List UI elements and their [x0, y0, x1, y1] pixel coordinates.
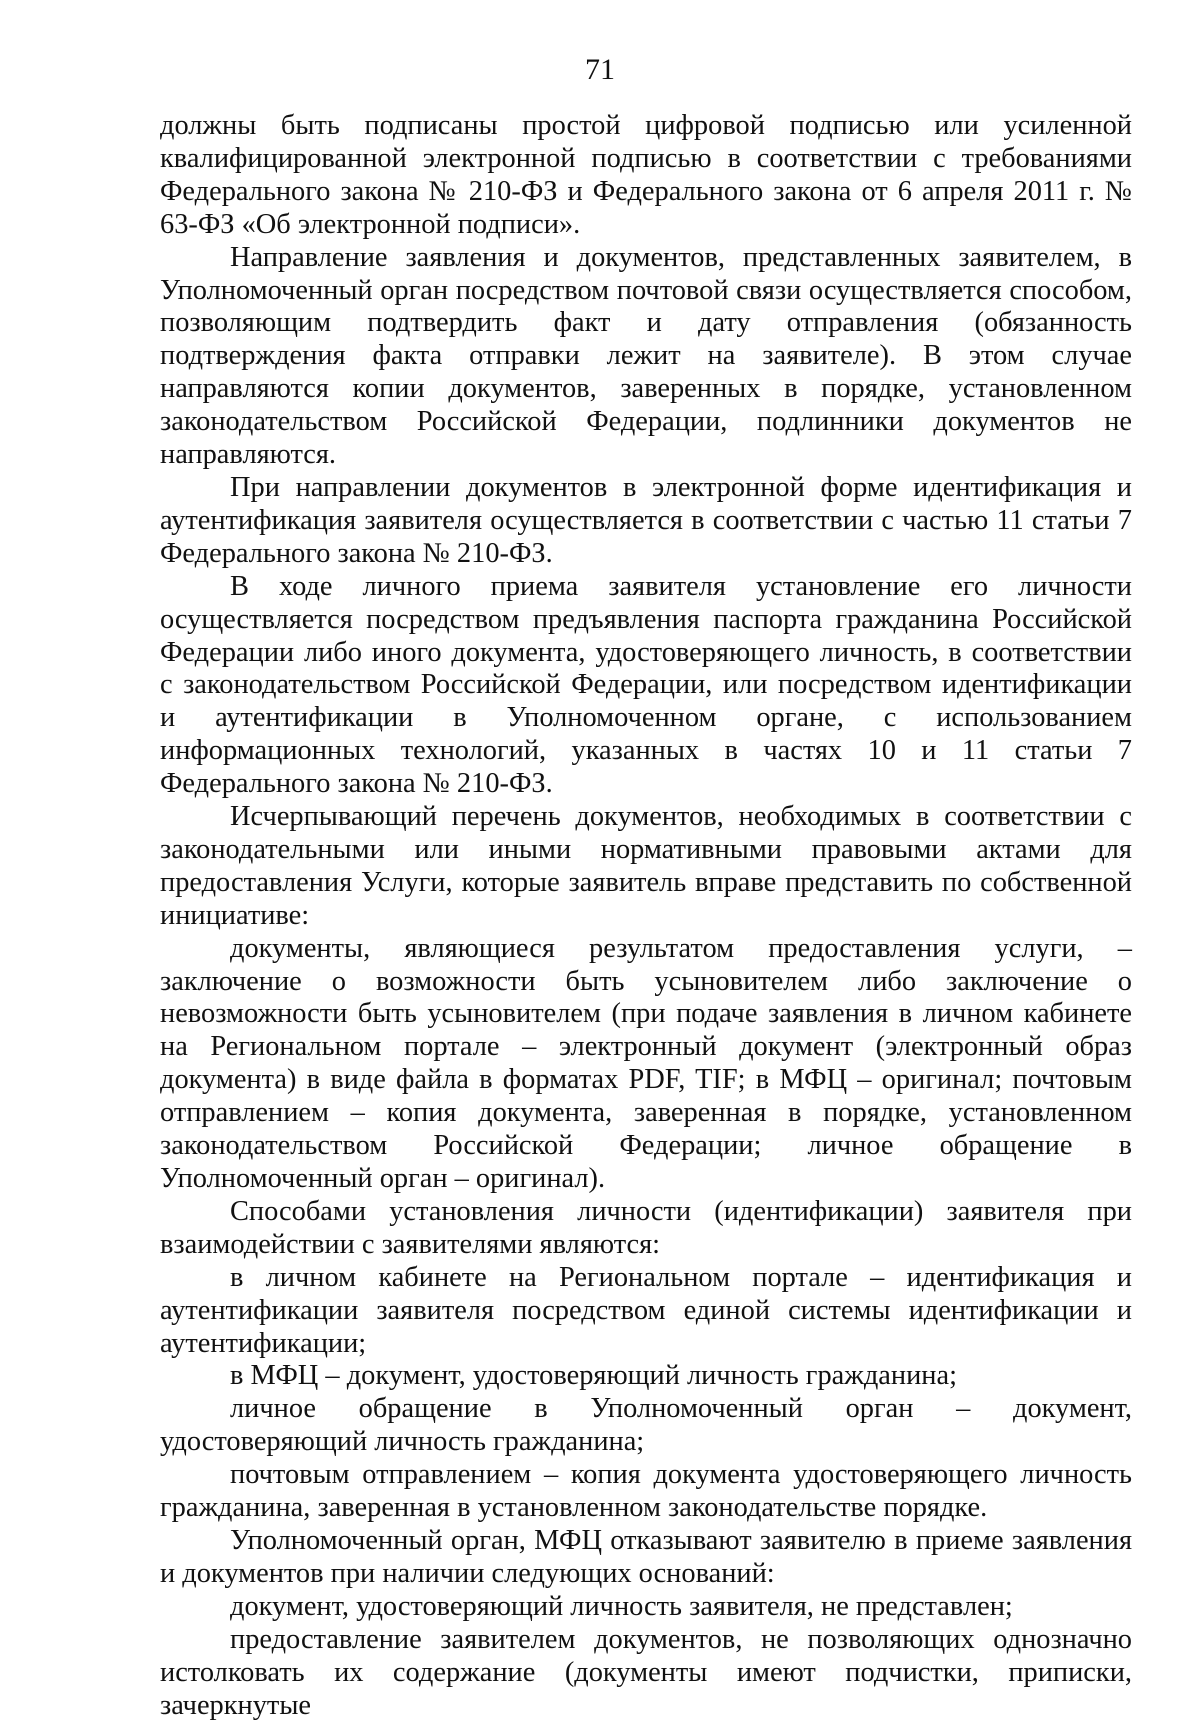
paragraph-mfc: в МФЦ – документ, удостоверяющий личность гражданина; [230, 1360, 957, 1392]
paragraph-service-result: документы, являющиеся результатом предоставления услуги, – заключение о возможности быть усыновителем либо заключение о невозможности быть усыновителем (при подаче заявления в личном кабинете на Региональном портале – электронный документ (электронный образ документа) в виде файла в форматах PDF, TIF; в МФЦ – оригинал; почтовым отправлением – копия документа, заверенная в порядке, установленном законодательством Российской Федерации; личное обращение в Уполномоченный орган – оригинал). [160, 932, 1132, 1194]
paragraph-electronic-authentication: При направлении документов в электронной форме идентификация и аутентификация заявителя осуществляется в соответствии с частью 11 статьи 7 Федерального закона № 210-ФЗ. [160, 471, 1132, 569]
paragraph-postal-submission: Направление заявления и документов, представленных заявителем, в Уполномоченный орган посредством почтовой связи осуществляется способом, позволяющим подтвердить факт и дату отправления (обязанность подтверждения факта отправки лежит на заявителе). В этом случае направляются копии документов, заверенных в порядке, установленном законодательством Российской Федерации, подлинники документов не направляются. [160, 241, 1132, 471]
paragraph-regional-portal: в личном кабинете на Региональном портале – идентификация и аутентификации заявителя посредством единой системы идентификации и аутентификации; [160, 1261, 1132, 1359]
paragraph-documents-list: Исчерпывающий перечень документов, необходимых в соответствии с законодательными или иными нормативными правовыми актами для предоставления Услуги, которые заявитель вправе представить по собственной инициативе: [160, 801, 1132, 931]
paragraph-electronic-signature: должны быть подписаны простой цифровой подписью или усиленной квалифицированной электронной подписью в соответствии с требованиями Федерального закона № 210-ФЗ и Федерального закона от 6 апреля 2011 г. № 63-ФЗ «Об электронной подписи». [160, 110, 1132, 240]
document-body [160, 110, 1132, 1722]
paragraph-identity-not-presented: документ, удостоверяющий личность заявителя, не представлен; [230, 1590, 1013, 1622]
paragraph-personal-reception: В ходе личного приема заявителя установление его личности осуществляется посредством предъявления паспорта гражданина Российской Федерации либо иного документа, удостоверяющего личность, в соответствии с законодательством Российской Федерации, или посредством идентификации и аутентификации в Уполномоченном органе, с использованием информационных технологий, указанных в частях 10 и 11 статьи 7 Федерального закона № 210-ФЗ. [160, 570, 1132, 800]
page-number: 71 [585, 53, 615, 86]
paragraph-ambiguous-documents: предоставление заявителем документов, не позволяющих однозначно истолковать их содержание (документы имеют подчистки, приписки, зачеркнутые [160, 1623, 1132, 1721]
paragraph-postal-copy: почтовым отправлением – копия документа удостоверяющего личность гражданина, заверенная в установленном законодательстве порядке. [160, 1459, 1132, 1524]
paragraph-refusal-grounds: Уполномоченный орган, МФЦ отказывают заявителю в приеме заявления и документов при наличии следующих оснований: [160, 1524, 1132, 1589]
paragraph-personal-appeal: личное обращение в Уполномоченный орган – документ, удостоверяющий личность гражданина; [160, 1393, 1132, 1458]
paragraph-identification-methods: Способами установления личности (идентификации) заявителя при взаимодействии с заявителями являются: [160, 1195, 1132, 1260]
